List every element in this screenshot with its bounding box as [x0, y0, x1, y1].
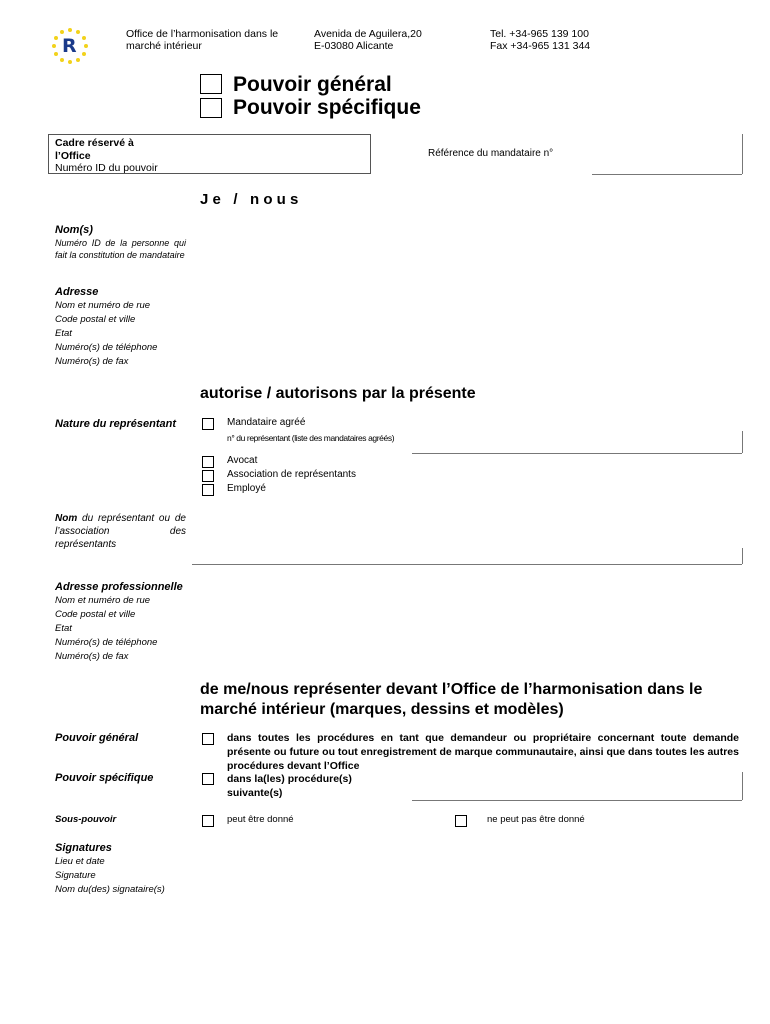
- specific-power-label: Pouvoir spécifique: [55, 772, 154, 784]
- mandatary-reference-field[interactable]: [592, 174, 742, 175]
- office-contact: [490, 28, 590, 52]
- agent-number-label: n° du représentant (liste des mandataires agréés): [227, 433, 395, 443]
- specific-procedures-field[interactable]: [412, 800, 742, 801]
- association-label: Association de représentants: [227, 469, 356, 480]
- specific-procedures-field-end: [742, 772, 743, 800]
- address-line-1: Avenida de Aguilera,20: [314, 28, 422, 40]
- general-power-text: dans toutes les procédures en tant que demandeur ou propriétaire concernant toute demande présente ou future ou tout enregistrement de marque communautaire, ainsi que dans toutes les autres procédures devant l’Office: [227, 732, 739, 772]
- general-power-title-checkbox[interactable]: [200, 74, 222, 94]
- professional-address-label: Adresse professionnelle: [55, 581, 183, 593]
- pro-address-street-label: Nom et numéro de rue: [55, 595, 151, 606]
- approved-agent-label: Mandataire agréé: [227, 417, 306, 428]
- association-checkbox[interactable]: [202, 470, 214, 482]
- address-state-label: Etat: [55, 328, 72, 339]
- sub-power-no-checkbox[interactable]: [455, 815, 467, 827]
- representative-name-rest: du représentant ou de l’association des représentants: [55, 513, 186, 550]
- address-fax-label: Numéro(s) de fax: [55, 356, 129, 367]
- representative-name-bold: Nom: [55, 513, 78, 524]
- office-logo: [50, 26, 90, 66]
- signatures-lines: [55, 855, 165, 897]
- pro-address-city-label: Code postal et ville: [55, 609, 136, 620]
- lawyer-checkbox[interactable]: [202, 456, 214, 468]
- names-label: Nom(s): [55, 224, 93, 236]
- signatory-name-label: Nom du(des) signataire(s): [55, 884, 165, 895]
- sub-power-no-label: ne peut pas être donné: [487, 814, 585, 825]
- general-power-checkbox[interactable]: [202, 733, 214, 745]
- pro-address-fax-label: Numéro(s) de fax: [55, 651, 129, 662]
- je-nous-heading: J e / n o u s: [200, 191, 299, 208]
- office-reserved-line-2: l’Office: [55, 149, 91, 162]
- names-description: Numéro ID de la personne qui fait la constitution de mandataire: [55, 238, 186, 260]
- logo-letter: R: [62, 35, 77, 57]
- specific-power-title-checkbox[interactable]: [200, 98, 222, 118]
- lawyer-label: Avocat: [227, 455, 258, 466]
- representative-name-field[interactable]: [192, 564, 742, 565]
- address-lines: [55, 299, 157, 369]
- representative-name-field-end: [742, 548, 743, 564]
- general-power-label: Pouvoir général: [55, 732, 139, 744]
- address-city-label: Code postal et ville: [55, 314, 136, 325]
- agent-number-field-end: [742, 431, 743, 453]
- representative-name-label: [55, 512, 186, 551]
- title-general-power: Pouvoir général: [233, 73, 392, 96]
- pro-address-state-label: Etat: [55, 623, 72, 634]
- represent-heading: de me/nous représenter devant l’Office de l’harmonisation dans le marché intérieur (marques, dessins et modèles): [200, 681, 703, 718]
- address-line-2: E-03080 Alicante: [314, 40, 394, 52]
- place-date-label: Lieu et date: [55, 856, 105, 867]
- pro-address-phone-label: Numéro(s) de téléphone: [55, 637, 158, 648]
- employee-label: Employé: [227, 483, 266, 494]
- approved-agent-checkbox[interactable]: [202, 418, 214, 430]
- office-line-2: marché intérieur: [126, 40, 202, 52]
- authorize-heading: autorise / autorisons par la présente: [200, 385, 476, 402]
- office-address: [314, 28, 422, 52]
- signatures-label: Signatures: [55, 842, 112, 854]
- professional-address-lines: [55, 594, 157, 664]
- specific-power-checkbox[interactable]: [202, 773, 214, 785]
- office-reserved-line-1: Cadre réservé à: [55, 137, 134, 149]
- office-fax: Fax +34-965 131 344: [490, 40, 591, 52]
- agent-number-field[interactable]: [412, 453, 742, 454]
- representative-type-label: Nature du représentant: [55, 418, 177, 430]
- office-name: [126, 28, 278, 52]
- sub-power-yes-label: peut être donné: [227, 814, 294, 825]
- office-reserved-text: [55, 137, 158, 175]
- signature-label: Signature: [55, 870, 96, 881]
- title-specific-power: Pouvoir spécifique: [233, 96, 421, 119]
- specific-power-text: dans la(les) procédure(s) suivante(s): [227, 773, 352, 799]
- mandatary-reference-field-end: [742, 134, 743, 174]
- address-street-label: Nom et numéro de rue: [55, 300, 151, 311]
- mandatary-reference-label: Référence du mandataire n°: [428, 148, 554, 159]
- sub-power-yes-checkbox[interactable]: [202, 815, 214, 827]
- office-line-1: Office de l’harmonisation dans le: [126, 28, 279, 40]
- address-phone-label: Numéro(s) de téléphone: [55, 342, 158, 353]
- office-tel: Tel. +34-965 139 100: [490, 28, 589, 40]
- employee-checkbox[interactable]: [202, 484, 214, 496]
- address-label: Adresse: [55, 286, 99, 298]
- power-id-label: Numéro ID du pouvoir: [55, 162, 158, 174]
- sub-power-label: Sous-pouvoir: [55, 814, 117, 825]
